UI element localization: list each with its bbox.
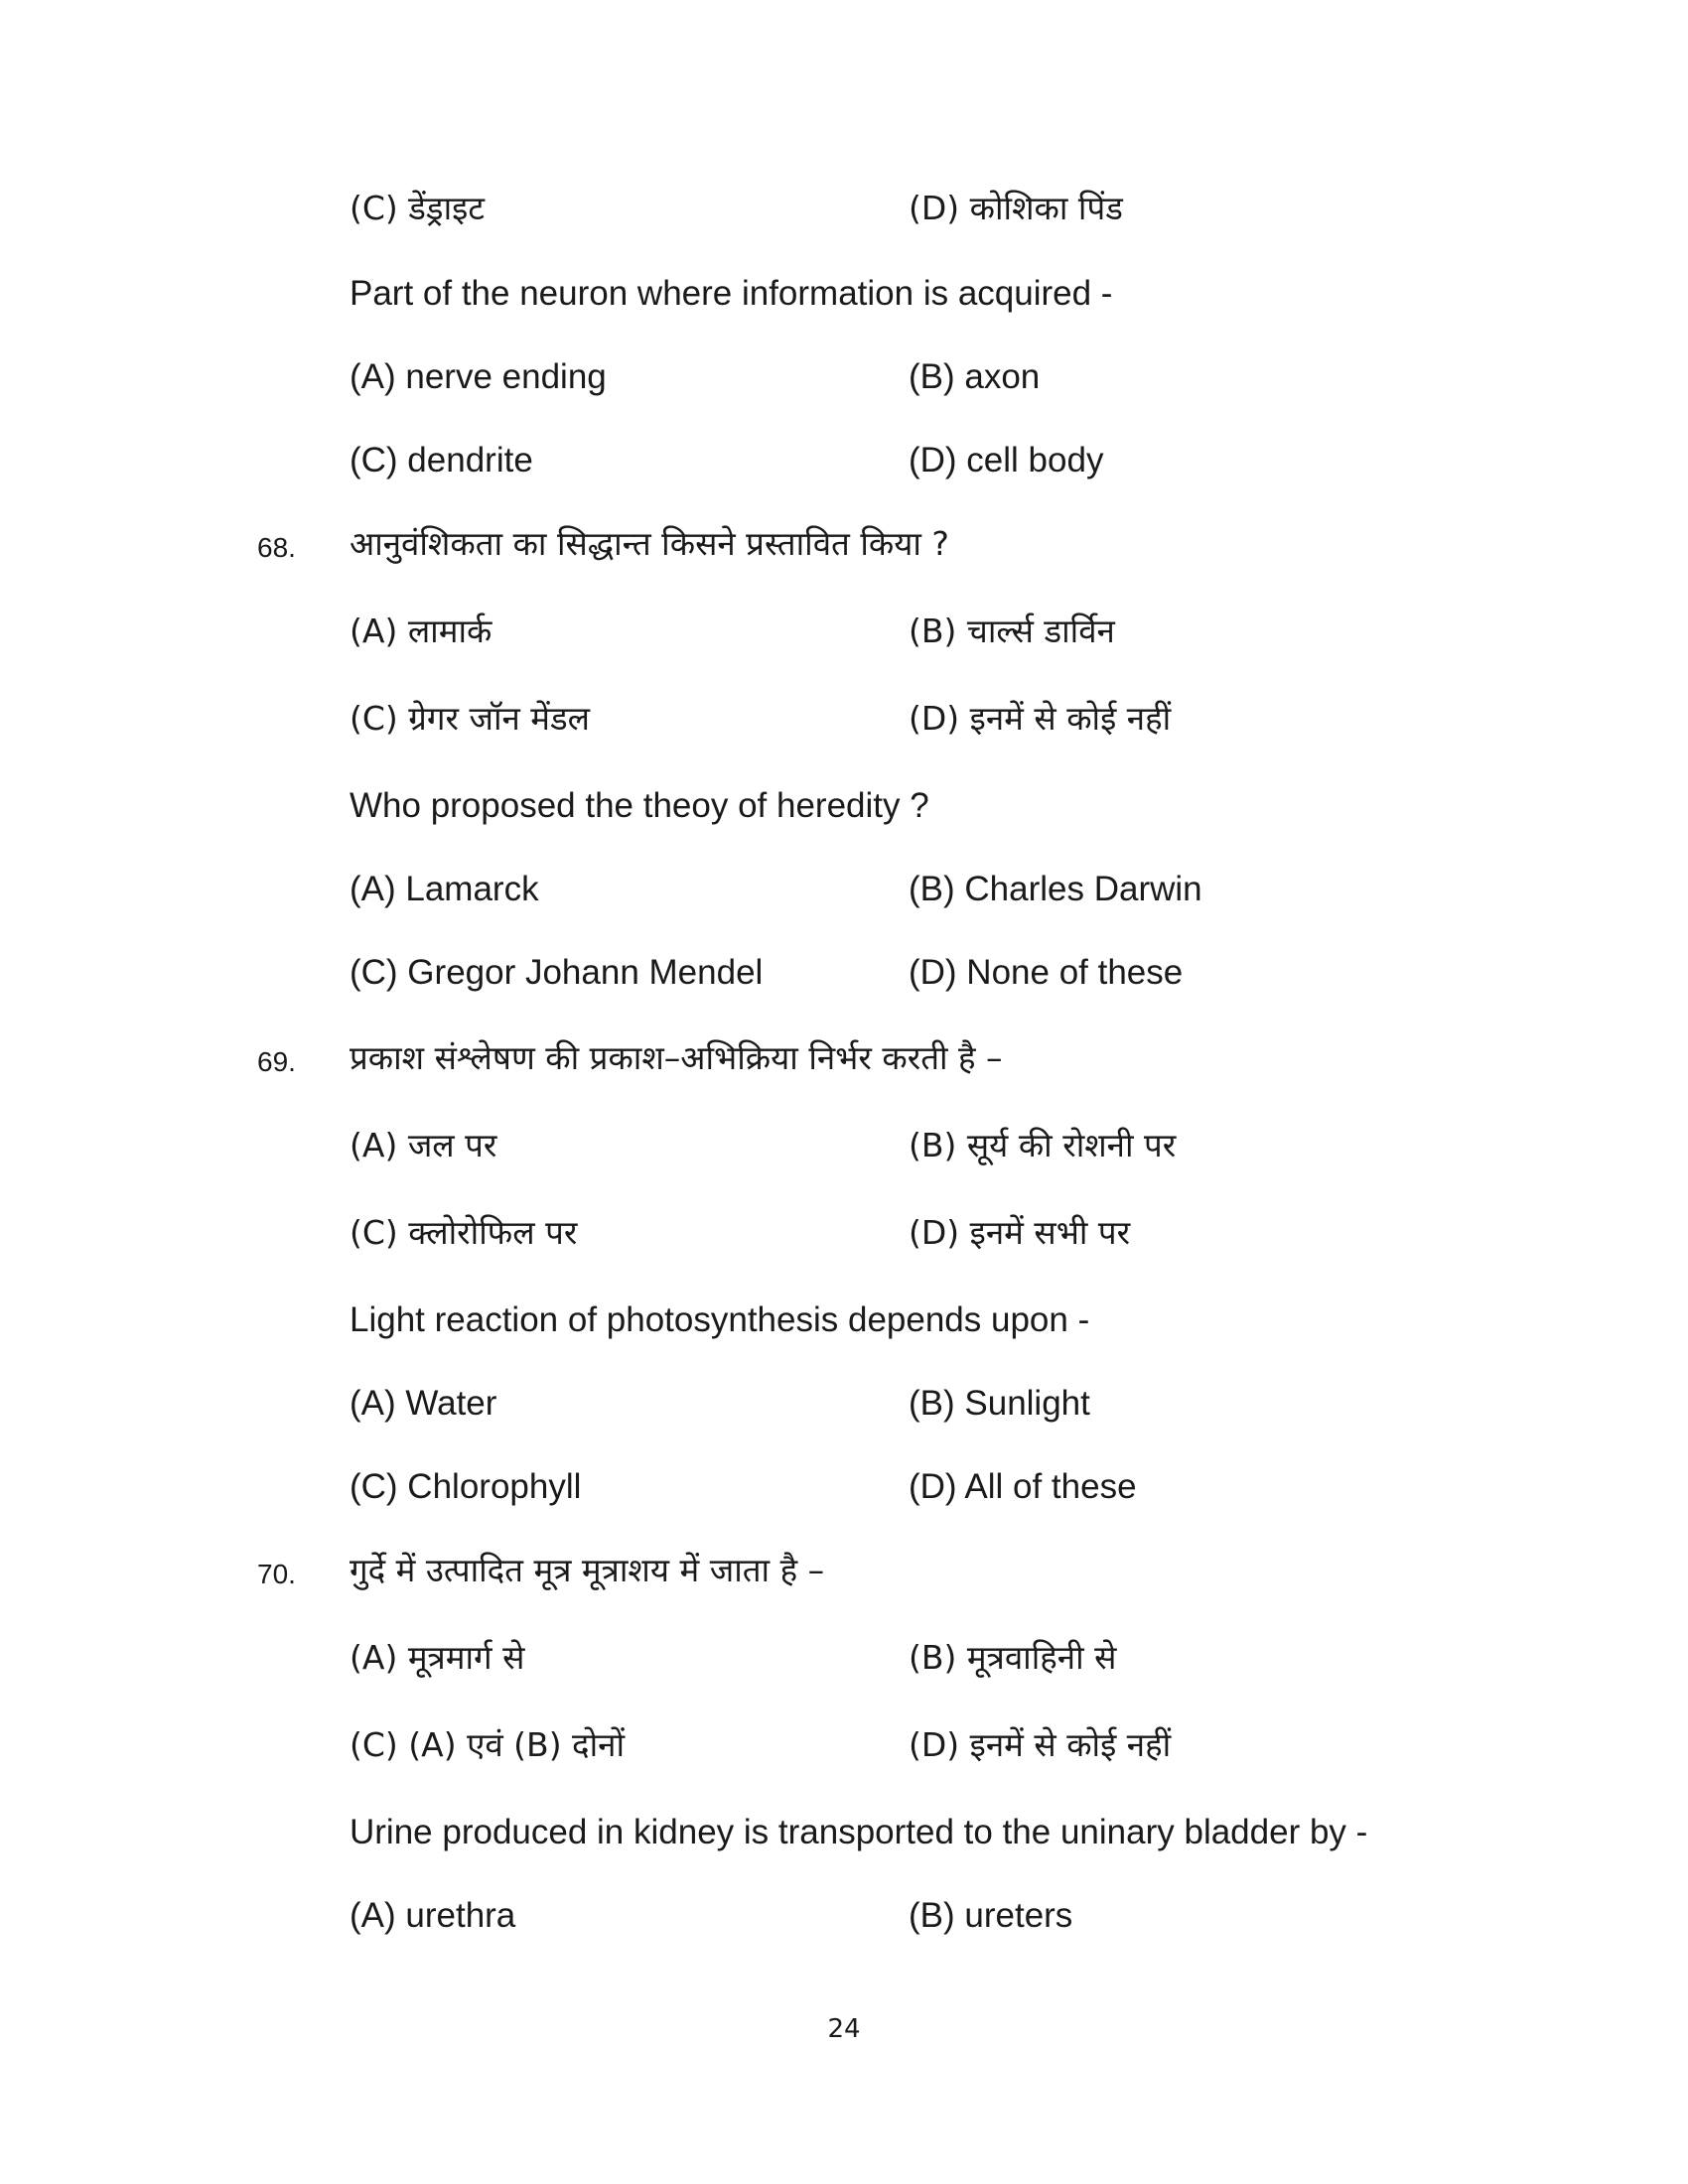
option-b-hindi: (B) सूर्य की रोशनी पर bbox=[909, 1126, 1177, 1164]
option-c-english: (C) dendrite bbox=[350, 441, 533, 479]
question-text-hindi: गुर्दे में उत्पादित मूत्र मूत्राशय में जाता है – bbox=[350, 1551, 825, 1589]
option-c-hindi: (C) (A) एवं (B) दोनों bbox=[350, 1725, 625, 1764]
question-number: 68. bbox=[257, 532, 296, 563]
option-c-english: (C) Gregor Johann Mendel bbox=[350, 953, 764, 992]
question-text-english: Light reaction of photosynthesis depends upon - bbox=[350, 1300, 1090, 1339]
option-b-hindi: (B) चार्ल्स डार्विन bbox=[909, 612, 1115, 650]
option-b-english: (B) ureters bbox=[909, 1896, 1073, 1935]
option-d-english: (D) None of these bbox=[909, 953, 1184, 992]
option-b-english: (B) Charles Darwin bbox=[909, 870, 1202, 908]
option-a-english: (A) Lamarck bbox=[350, 870, 539, 908]
option-a-hindi: (A) जल पर bbox=[350, 1126, 497, 1164]
option-c-english: (C) Chlorophyll bbox=[350, 1467, 582, 1506]
option-b-english: (B) axon bbox=[909, 357, 1041, 396]
question-text-hindi: प्रकाश संश्लेषण की प्रकाश–अभिक्रिया निर्भर करती है – bbox=[350, 1038, 1003, 1077]
option-d-hindi: (D) इनमें सभी पर bbox=[909, 1213, 1131, 1252]
question-number: 69. bbox=[257, 1046, 296, 1077]
option-d-hindi: (D) इनमें से कोई नहीं bbox=[909, 1725, 1172, 1764]
option-d-hindi: (D) इनमें से कोई नहीं bbox=[909, 699, 1172, 738]
option-c-hindi: (C) ग्रेगर जॉन मेंडल bbox=[350, 699, 591, 738]
option-b-english: (B) Sunlight bbox=[909, 1384, 1090, 1423]
option-d-english: (D) cell body bbox=[909, 441, 1104, 479]
option-a-english: (A) urethra bbox=[350, 1896, 516, 1935]
option-c-hindi: (C) डेंड्राइट bbox=[350, 189, 485, 227]
option-d-hindi: (D) कोशिका पिंड bbox=[909, 189, 1123, 227]
page-number: 24 bbox=[827, 2014, 861, 2044]
question-text-hindi: आनुवंशिकता का सिद्धान्त किसने प्रस्तावित किया ? bbox=[350, 524, 949, 563]
option-c-hindi: (C) क्लोरोफिल पर bbox=[350, 1213, 578, 1252]
option-a-hindi: (A) लामार्क bbox=[350, 612, 492, 650]
option-b-hindi: (B) मूत्रवाहिनी से bbox=[909, 1638, 1117, 1677]
option-d-english: (D) All of these bbox=[909, 1467, 1137, 1506]
option-a-hindi: (A) मूत्रमार्ग से bbox=[350, 1638, 525, 1677]
question-text-english: Part of the neuron where information is acquired - bbox=[350, 274, 1113, 313]
option-a-english: (A) Water bbox=[350, 1384, 497, 1423]
question-number: 70. bbox=[257, 1559, 296, 1589]
option-a-english: (A) nerve ending bbox=[350, 357, 607, 396]
question-text-english: Urine produced in kidney is transported to the uninary bladder by - bbox=[350, 1813, 1368, 1851]
question-text-english: Who proposed the theoy of heredity ? bbox=[350, 786, 929, 825]
